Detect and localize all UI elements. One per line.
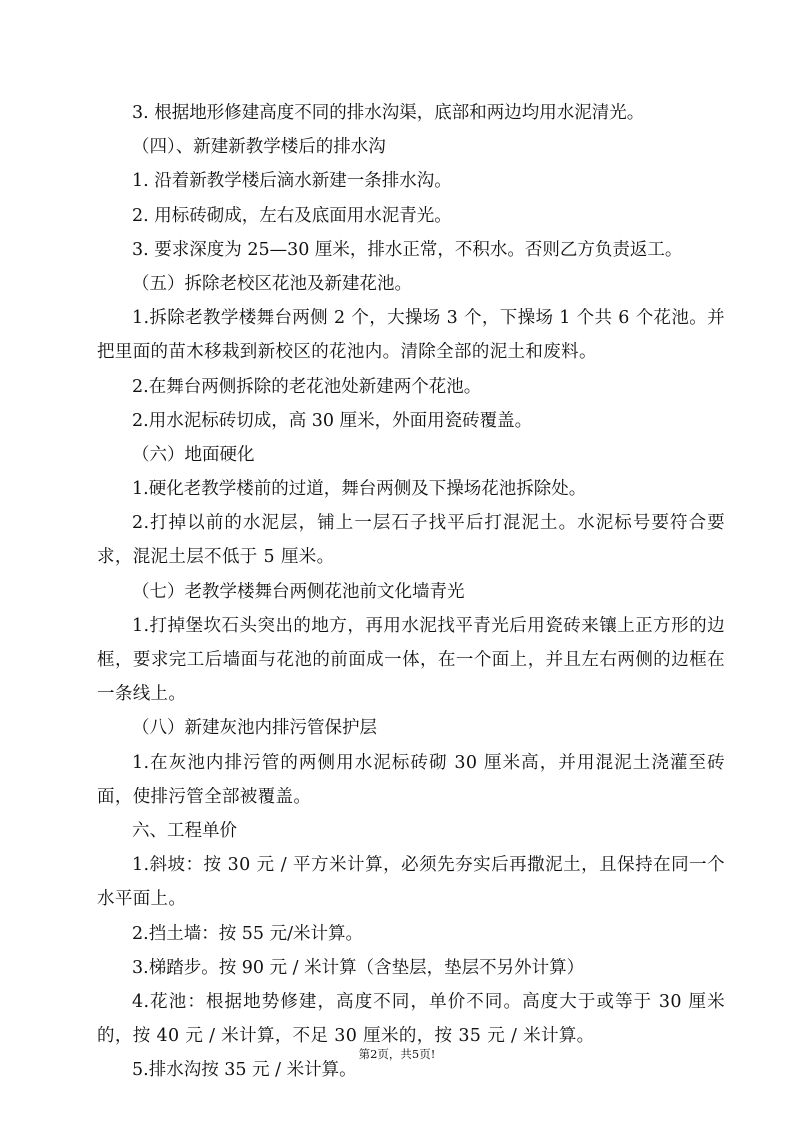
- price-retaining-wall: 2.挡土墙：按 55 元/米计算。: [132, 923, 363, 944]
- paragraph-7-1: 1.打掉堡坎石头突出的地方，再用水泥找平青光后用瓷砖来镶上正方形的边框，要求完工后墙面与花池的前面成一体，在一个面上，并且左右两侧的边框在一条线上。: [97, 615, 725, 705]
- heading-section-5: （五）拆除老校区花池及新建花池。: [132, 273, 412, 294]
- heading-section-8: （八）新建灰池内排污管保护层: [132, 718, 377, 739]
- paragraph-4-2: 2. 用标砖砌成，左右及底面用水泥青光。: [132, 205, 452, 226]
- price-flower-bed: 4.花池：根据地势修建，高度不同，单价不同。高度大于或等于 30 厘米的，按 40 元 / 米计算，不足 30 厘米的，按 35 元 / 米计算。: [97, 992, 725, 1047]
- paragraph-6-1: 1.硬化老教学楼前的过道，舞台两侧及下操场花池拆除处。: [132, 479, 587, 500]
- price-slope: 1.斜坡：按 30 元 / 平方米计算，必须先夯实后再撒泥土，且保持在同一个水平面上。: [97, 855, 725, 910]
- paragraph-6-2: 2.打掉以前的水泥层，铺上一层石子找平后打混泥土。水泥标号要符合要求，混泥土层不低于 5 厘米。: [97, 513, 725, 568]
- paragraph-5-2: 2.在舞台两侧拆除的老花池处新建两个花池。: [132, 376, 482, 397]
- paragraph-drainage-channel: 3. 根据地形修建高度不同的排水沟渠，底部和两边均用水泥清光。: [132, 103, 645, 123]
- heading-section-7: （七）老教学楼舞台两侧花池前文化墙青光: [132, 581, 465, 602]
- paragraph-5-3: 2.用水泥标砖切成，高 30 厘米，外面用瓷砖覆盖。: [132, 410, 533, 431]
- document-body: [97, 96, 725, 1088]
- paragraph-4-1: 1. 沿着新教学楼后滴水新建一条排水沟。: [132, 171, 452, 192]
- paragraph-4-3: 3. 要求深度为 25—30 厘米，排水正常，不积水。否则乙方负责返工。: [132, 239, 683, 260]
- paragraph-5-1: 1.拆除老教学楼舞台两侧 2 个，大操场 3 个，下操场 1 个共 6 个花池。并把里面的苗木移栽到新校区的花池内。清除全部的泥土和废料。: [97, 308, 725, 363]
- heading-section-4: （四）、新建新教学楼后的排水沟: [132, 137, 386, 158]
- heading-section-6: （六）地面硬化: [132, 444, 255, 465]
- price-steps: 3.梯踏步。按 90 元 / 米计算（含垫层，垫层不另外计算）: [132, 957, 585, 978]
- price-drainage-ditch: 5.排水沟按 35 元 / 米计算。: [132, 1060, 357, 1081]
- heading-unit-prices: 六、工程单价: [132, 821, 237, 842]
- page-number-footer: 第2页，共5页!: [358, 1047, 436, 1061]
- paragraph-8-1: 1.在灰池内排污管的两侧用水泥标砖砌 30 厘米高，并用混泥土浇灌至砖面，使排污管全部被覆盖。: [97, 752, 725, 807]
